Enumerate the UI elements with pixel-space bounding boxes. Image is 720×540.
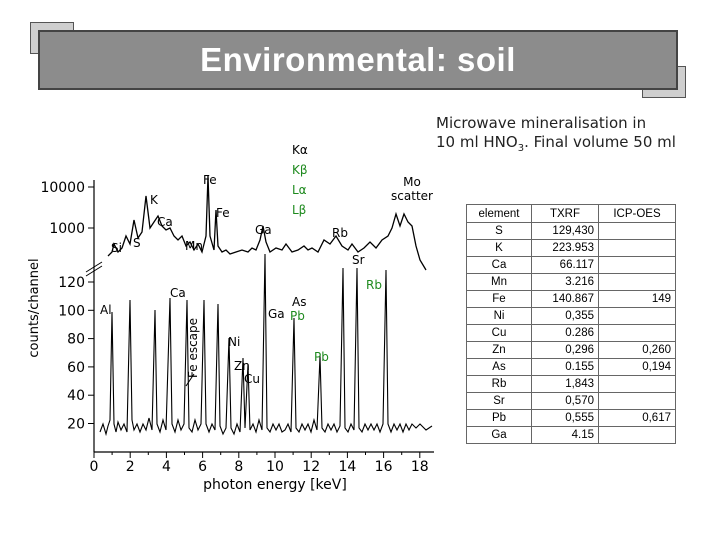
- cell-icp-oes: [599, 427, 676, 444]
- x-tick-label: 0: [89, 459, 99, 475]
- cell-element: Rb: [467, 376, 532, 393]
- peak-label-pb-l-alpha: Pb: [290, 309, 305, 323]
- table-row: [467, 376, 676, 393]
- col-header-element: element: [467, 205, 532, 223]
- peak-label-ca-upper: Ca: [157, 215, 173, 229]
- y-tick-label: 100: [58, 303, 85, 320]
- table-row: [467, 427, 676, 444]
- cell-icp-oes: [599, 223, 676, 240]
- x-tick-label: 2: [125, 459, 135, 475]
- cell-element: Mn: [467, 274, 532, 291]
- peak-label-as: As: [292, 295, 307, 309]
- x-tick-label: 16: [374, 459, 393, 475]
- x-tick-label: 18: [410, 459, 429, 475]
- table-row: [467, 410, 676, 427]
- peak-label-rb-upper: Rb: [332, 226, 348, 240]
- cell-element: Zn: [467, 342, 532, 359]
- cell-element: Pb: [467, 410, 532, 427]
- cell-element: Fe: [467, 291, 532, 308]
- peak-label-zn: Zn: [234, 359, 250, 373]
- cell-txrf: 4.15: [532, 427, 599, 444]
- table-row: [467, 274, 676, 291]
- table-row: [467, 359, 676, 376]
- table-row: [467, 291, 676, 308]
- cell-element: Ni: [467, 308, 532, 325]
- cell-txrf: 0,296: [532, 342, 599, 359]
- method-note-line1: Microwave mineralisation in: [436, 114, 647, 132]
- peak-label-mo: Mo: [403, 175, 421, 189]
- cell-txrf: 0,570: [532, 393, 599, 410]
- x-tick-group: [90, 452, 429, 475]
- table-row: [467, 393, 676, 410]
- results-table: [466, 204, 676, 444]
- x-axis-label: photon energy [keV]: [203, 477, 347, 493]
- table-row: [467, 308, 676, 325]
- legend-l-alpha: Lα: [292, 183, 307, 197]
- cell-element: As: [467, 359, 532, 376]
- cell-icp-oes: [599, 240, 676, 257]
- peak-label-al: Al: [100, 303, 112, 317]
- cell-element: K: [467, 240, 532, 257]
- y-tick-group: [40, 180, 94, 433]
- peak-label-pb-l-beta: Pb: [314, 350, 329, 364]
- cell-txrf: 1,843: [532, 376, 599, 393]
- y-tick-label: 40: [67, 388, 85, 405]
- peak-label-s: S: [133, 236, 141, 250]
- cell-icp-oes: [599, 325, 676, 342]
- cell-txrf: 3.216: [532, 274, 599, 291]
- x-tick-label: 4: [161, 459, 171, 475]
- y-tick-label: 60: [67, 359, 85, 376]
- table-row: [467, 325, 676, 342]
- peak-label-cu: Cu: [244, 372, 260, 386]
- x-tick-label: 10: [266, 459, 284, 475]
- peak-label-ca-lower: Ca: [170, 286, 186, 300]
- table-row: [467, 257, 676, 274]
- method-note-line2: 10 ml $HNO_3$. Final volume 50 ml: [436, 133, 676, 154]
- y-tick-label: 20: [67, 416, 85, 433]
- spectrum-lower-trace: [100, 254, 432, 434]
- cell-txrf: 0.155: [532, 359, 599, 376]
- cell-element: Sr: [467, 393, 532, 410]
- peak-label-fe-beta: Fe: [216, 206, 230, 220]
- peak-label-ga-lower: Ga: [268, 307, 285, 321]
- cell-icp-oes: 0,617: [599, 410, 676, 427]
- cell-txrf: 223.953: [532, 240, 599, 257]
- legend-k-beta: Kβ: [292, 163, 308, 177]
- cell-icp-oes: [599, 393, 676, 410]
- cell-txrf: 0,355: [532, 308, 599, 325]
- cell-icp-oes: 149: [599, 291, 676, 308]
- y-tick-label: 80: [67, 331, 85, 348]
- cell-txrf: 0.286: [532, 325, 599, 342]
- cell-element: Cu: [467, 325, 532, 342]
- x-tick-label: 8: [234, 459, 244, 475]
- y-axis-label: counts/channel: [27, 258, 42, 358]
- x-tick-label: 12: [302, 459, 321, 475]
- x-tick-label: 6: [198, 459, 208, 475]
- peak-label-si: Si: [111, 241, 122, 255]
- cell-icp-oes: [599, 376, 676, 393]
- y-tick-label: 120: [58, 275, 85, 291]
- peak-label-ni: Ni: [228, 335, 241, 349]
- peak-label-k: K: [150, 193, 158, 207]
- cell-icp-oes: [599, 274, 676, 291]
- peak-label-fe-escape: Fe escape: [186, 317, 200, 378]
- peak-label-sr: Sr: [352, 253, 365, 267]
- cell-icp-oes: 0,260: [599, 342, 676, 359]
- cell-txrf: 0,555: [532, 410, 599, 427]
- legend-k-alpha: Kα: [292, 143, 308, 157]
- slide-title: Environmental: soil: [200, 41, 516, 78]
- x-tick-label: 14: [338, 459, 357, 475]
- peak-label-ga-upper: Ga: [255, 223, 272, 237]
- cell-icp-oes: [599, 308, 676, 325]
- cell-element: S: [467, 223, 532, 240]
- cell-icp-oes: [599, 257, 676, 274]
- results-table-header: [467, 205, 676, 223]
- peak-label-scatter: scatter: [391, 189, 433, 203]
- y-tick-label: 1000: [49, 221, 85, 237]
- y-tick-label: 10000: [40, 180, 85, 196]
- cell-txrf: 129,430: [532, 223, 599, 240]
- cell-txrf: 66.117: [532, 257, 599, 274]
- cell-icp-oes: 0,194: [599, 359, 676, 376]
- table-row: [467, 240, 676, 257]
- peak-label-fe-alpha: Fe: [203, 173, 217, 187]
- cell-txrf: 140.867: [532, 291, 599, 308]
- peak-label-mn: Mn: [185, 239, 203, 253]
- col-header-txrf: TXRF: [532, 205, 599, 223]
- cell-element: Ca: [467, 257, 532, 274]
- cell-element: Ga: [467, 427, 532, 444]
- legend-l-beta: Lβ: [292, 203, 307, 217]
- table-row: [467, 342, 676, 359]
- peak-label-rb-lower: Rb: [366, 278, 382, 292]
- table-row: [467, 223, 676, 240]
- col-header-icp-oes: ICP-OES: [599, 205, 676, 223]
